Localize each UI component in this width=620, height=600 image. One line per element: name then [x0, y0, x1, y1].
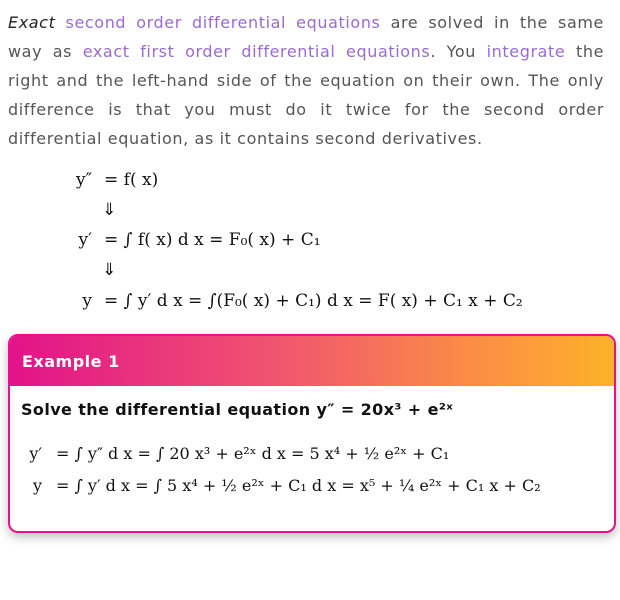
derivation-lhs-1: y″	[76, 170, 92, 190]
intro-text-3: the right and the left-hand side of the equation on their own. The only difference is that you must do it twice for the second order differential equation, as it contains second derivatives.	[8, 42, 605, 148]
derivation-rhs-3: = ∫ y′ d x = ∫(F₀( x) + C₁) d x = F( x) + C₁ x + C₂	[104, 291, 523, 311]
example-task: Solve the differential equation y″ = 20x³ + e²ˣ	[21, 400, 454, 419]
derivation-lhs-3: y	[82, 291, 92, 311]
intro-text-2: . You	[430, 42, 487, 61]
derivation-lhs-2: y′	[78, 230, 92, 250]
intro-text-1: are solved in the same way as	[8, 13, 604, 61]
down-arrow-icon: ⇓	[102, 200, 117, 220]
derivation-rhs-2: = ∫ f( x) d x = F₀( x) + C₁	[104, 230, 321, 250]
example-header	[10, 336, 614, 386]
link-integrate[interactable]: integrate	[486, 42, 566, 61]
solution-lhs-2: y	[32, 476, 42, 495]
exact-word: Exact	[8, 13, 56, 32]
link-second-order-de[interactable]: second order differential equations	[65, 13, 381, 32]
link-exact-first-order-de[interactable]: exact first order differential equations	[82, 42, 431, 61]
down-arrow-icon: ⇓	[102, 260, 117, 280]
solution-rhs-2: = ∫ y′ d x = ∫ 5 x⁴ + ½ e²ˣ + C₁ d x = x⁵ + ¼ e²ˣ + C₁ x + C₂	[56, 476, 541, 495]
example-title: Example 1	[22, 352, 120, 371]
example-card	[8, 334, 616, 533]
derivation-rhs-1: = f( x)	[104, 170, 159, 190]
intro-paragraph	[8, 8, 604, 153]
solution-lhs-1: y′	[29, 444, 42, 463]
solution-rhs-1: = ∫ y″ d x = ∫ 20 x³ + e²ˣ d x = 5 x⁴ + ½ e²ˣ + C₁	[56, 444, 450, 463]
